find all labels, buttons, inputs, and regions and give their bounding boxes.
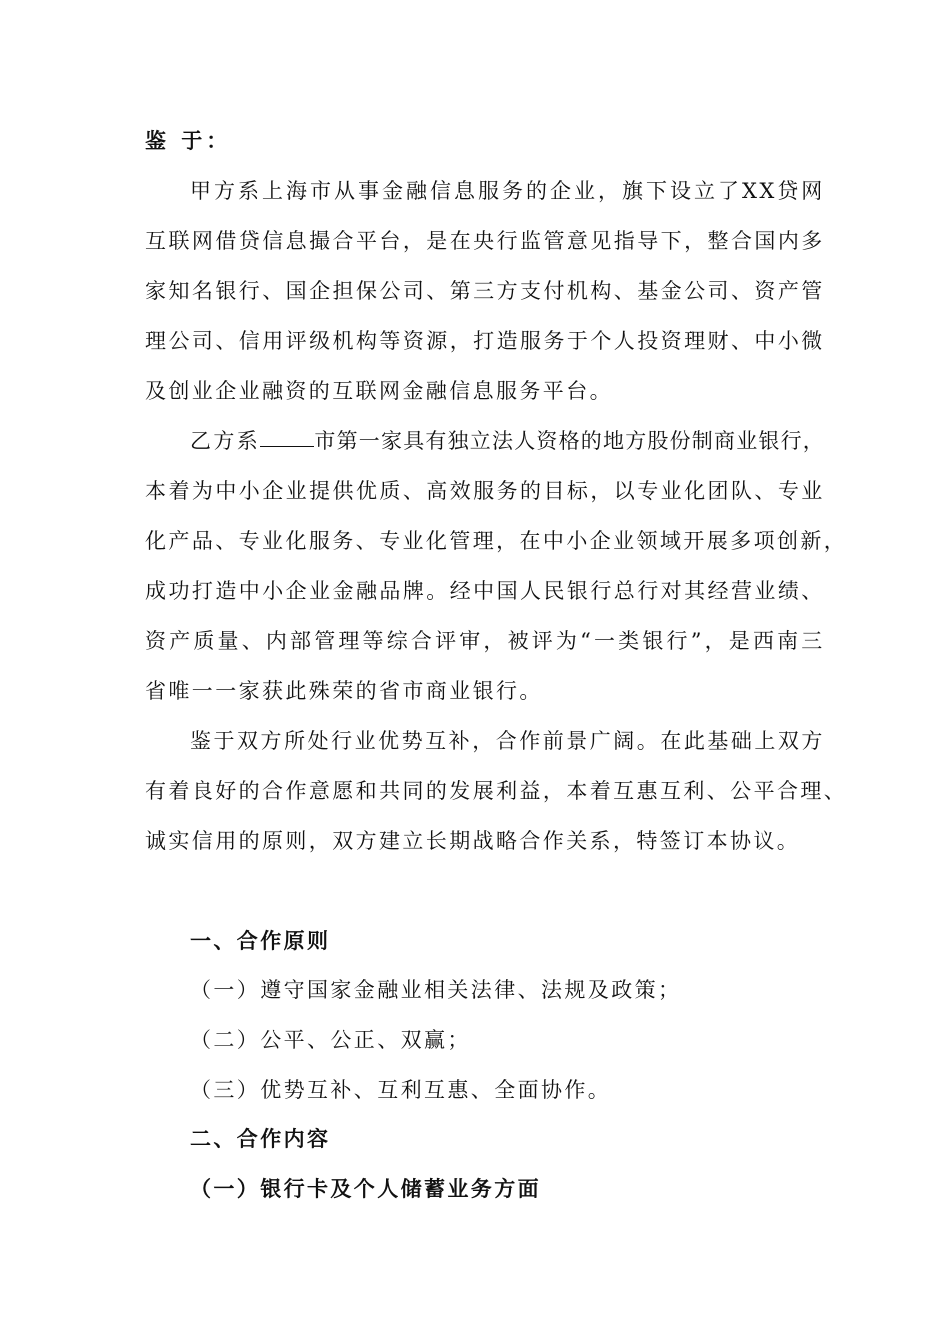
section-1-item-2: （二）公平、公正、双赢；: [190, 1028, 471, 1052]
paragraph-c-line-2-text: 有 着 良 好 的 合 作 意 愿 和 共 同 的 发 展 利 益 ， 本 着 互 惠 互 利 、 公 平 合 理 、: [145, 779, 848, 803]
paragraph-a-line-4-text: 理 公 司 、 信 用 评 级 机 构 等 资 源 ， 打 造 服 务 于 个 人 投 资 理 财 、 中 小 微: [145, 329, 825, 353]
paragraph-b-line-1-suffix: 市第一家具有独立法人资格的地方股份制商业银行，: [314, 429, 825, 453]
section-1-title: 一、合作原则: [190, 928, 331, 953]
blank-underline: [260, 426, 314, 447]
paragraph-c-line-1-text: 鉴 于 双 方 所 处 行 业 优 势 互 补 ， 合 作 前 景 广 阔 。 在 此 基 础 上 双 方: [190, 729, 825, 753]
paragraph-c-line-1: [190, 726, 825, 756]
paragraph-b-line-5-text: 资 产 质 量 、 内 部 管 理 等 综 合 评 审 ， 被 评 为 “ 一 类 银 行 ” ， 是 西 南 三: [145, 629, 825, 653]
paragraph-b-line-2-text: 本 着 为 中 小 企 业 提 供 优 质 、 高 效 服 务 的 目 标 ， 以 专 业 化 团 队 、 专 业: [145, 479, 825, 503]
paragraph-a-line-4: [145, 326, 825, 356]
section-1-item-1: （一）遵守国家金融业相关法律、法规及政策；: [190, 978, 682, 1002]
paragraph-b-line-4: [145, 576, 825, 606]
paragraph-a-line-2: [145, 226, 825, 256]
heading-jianyu: 鉴 于：: [145, 128, 232, 153]
paragraph-a-line-1-text: 甲 方 系 上 海 市 从 事 金 融 信 息 服 务 的 企 业 ， 旗 下 设 立 了 XX 贷 网: [190, 179, 825, 203]
paragraph-b-line-3: [145, 526, 848, 556]
paragraph-b-line-2: [145, 476, 825, 506]
paragraph-a-line-1: [190, 176, 825, 206]
paragraph-b-line-3-text: 化 产 品 、 专 业 化 服 务 、 专 业 化 管 理 ， 在 中 小 企 业 领 域 开 展 多 项 创 新 ，: [145, 529, 848, 553]
paragraph-a-line-3-text: 家 知 名 银 行 、 国 企 担 保 公 司 、 第 三 方 支 付 机 构 、 基 金 公 司 、 资 产 管: [145, 279, 825, 303]
paragraph-c-line-3: 诚实信用的原则，双方建立长期战略合作关系，特签订本协议。: [145, 829, 801, 853]
paragraph-a-line-2-text: 互 联 网 借 贷 信 息 撮 合 平 台 ， 是 在 央 行 监 管 意 见 指 导 下 ， 整 合 国 内 多: [145, 229, 825, 253]
paragraph-c-line-2: [145, 776, 848, 806]
section-1-item-3: （三）优势互补、互利互惠、全面协作。: [190, 1078, 612, 1102]
paragraph-a-line-5: 及创业企业融资的互联网金融信息服务平台。: [145, 379, 613, 403]
paragraph-b-line-6: 省唯一一家获此殊荣的省市商业银行。: [145, 679, 543, 703]
paragraph-a-line-3: [145, 276, 825, 306]
paragraph-b-line-1: [190, 426, 825, 456]
section-2-title: 二、合作内容: [190, 1126, 331, 1151]
paragraph-b-line-1-prefix: 乙方系: [190, 429, 261, 453]
section-2-subsection: （一）银行卡及个人储蓄业务方面: [190, 1176, 541, 1201]
paragraph-b-line-5: [145, 626, 825, 656]
paragraph-b-line-4-text: 成 功 打 造 中 小 企 业 金 融 品 牌 。 经 中 国 人 民 银 行 总 行 对 其 经 营 业 绩 、: [145, 579, 825, 603]
